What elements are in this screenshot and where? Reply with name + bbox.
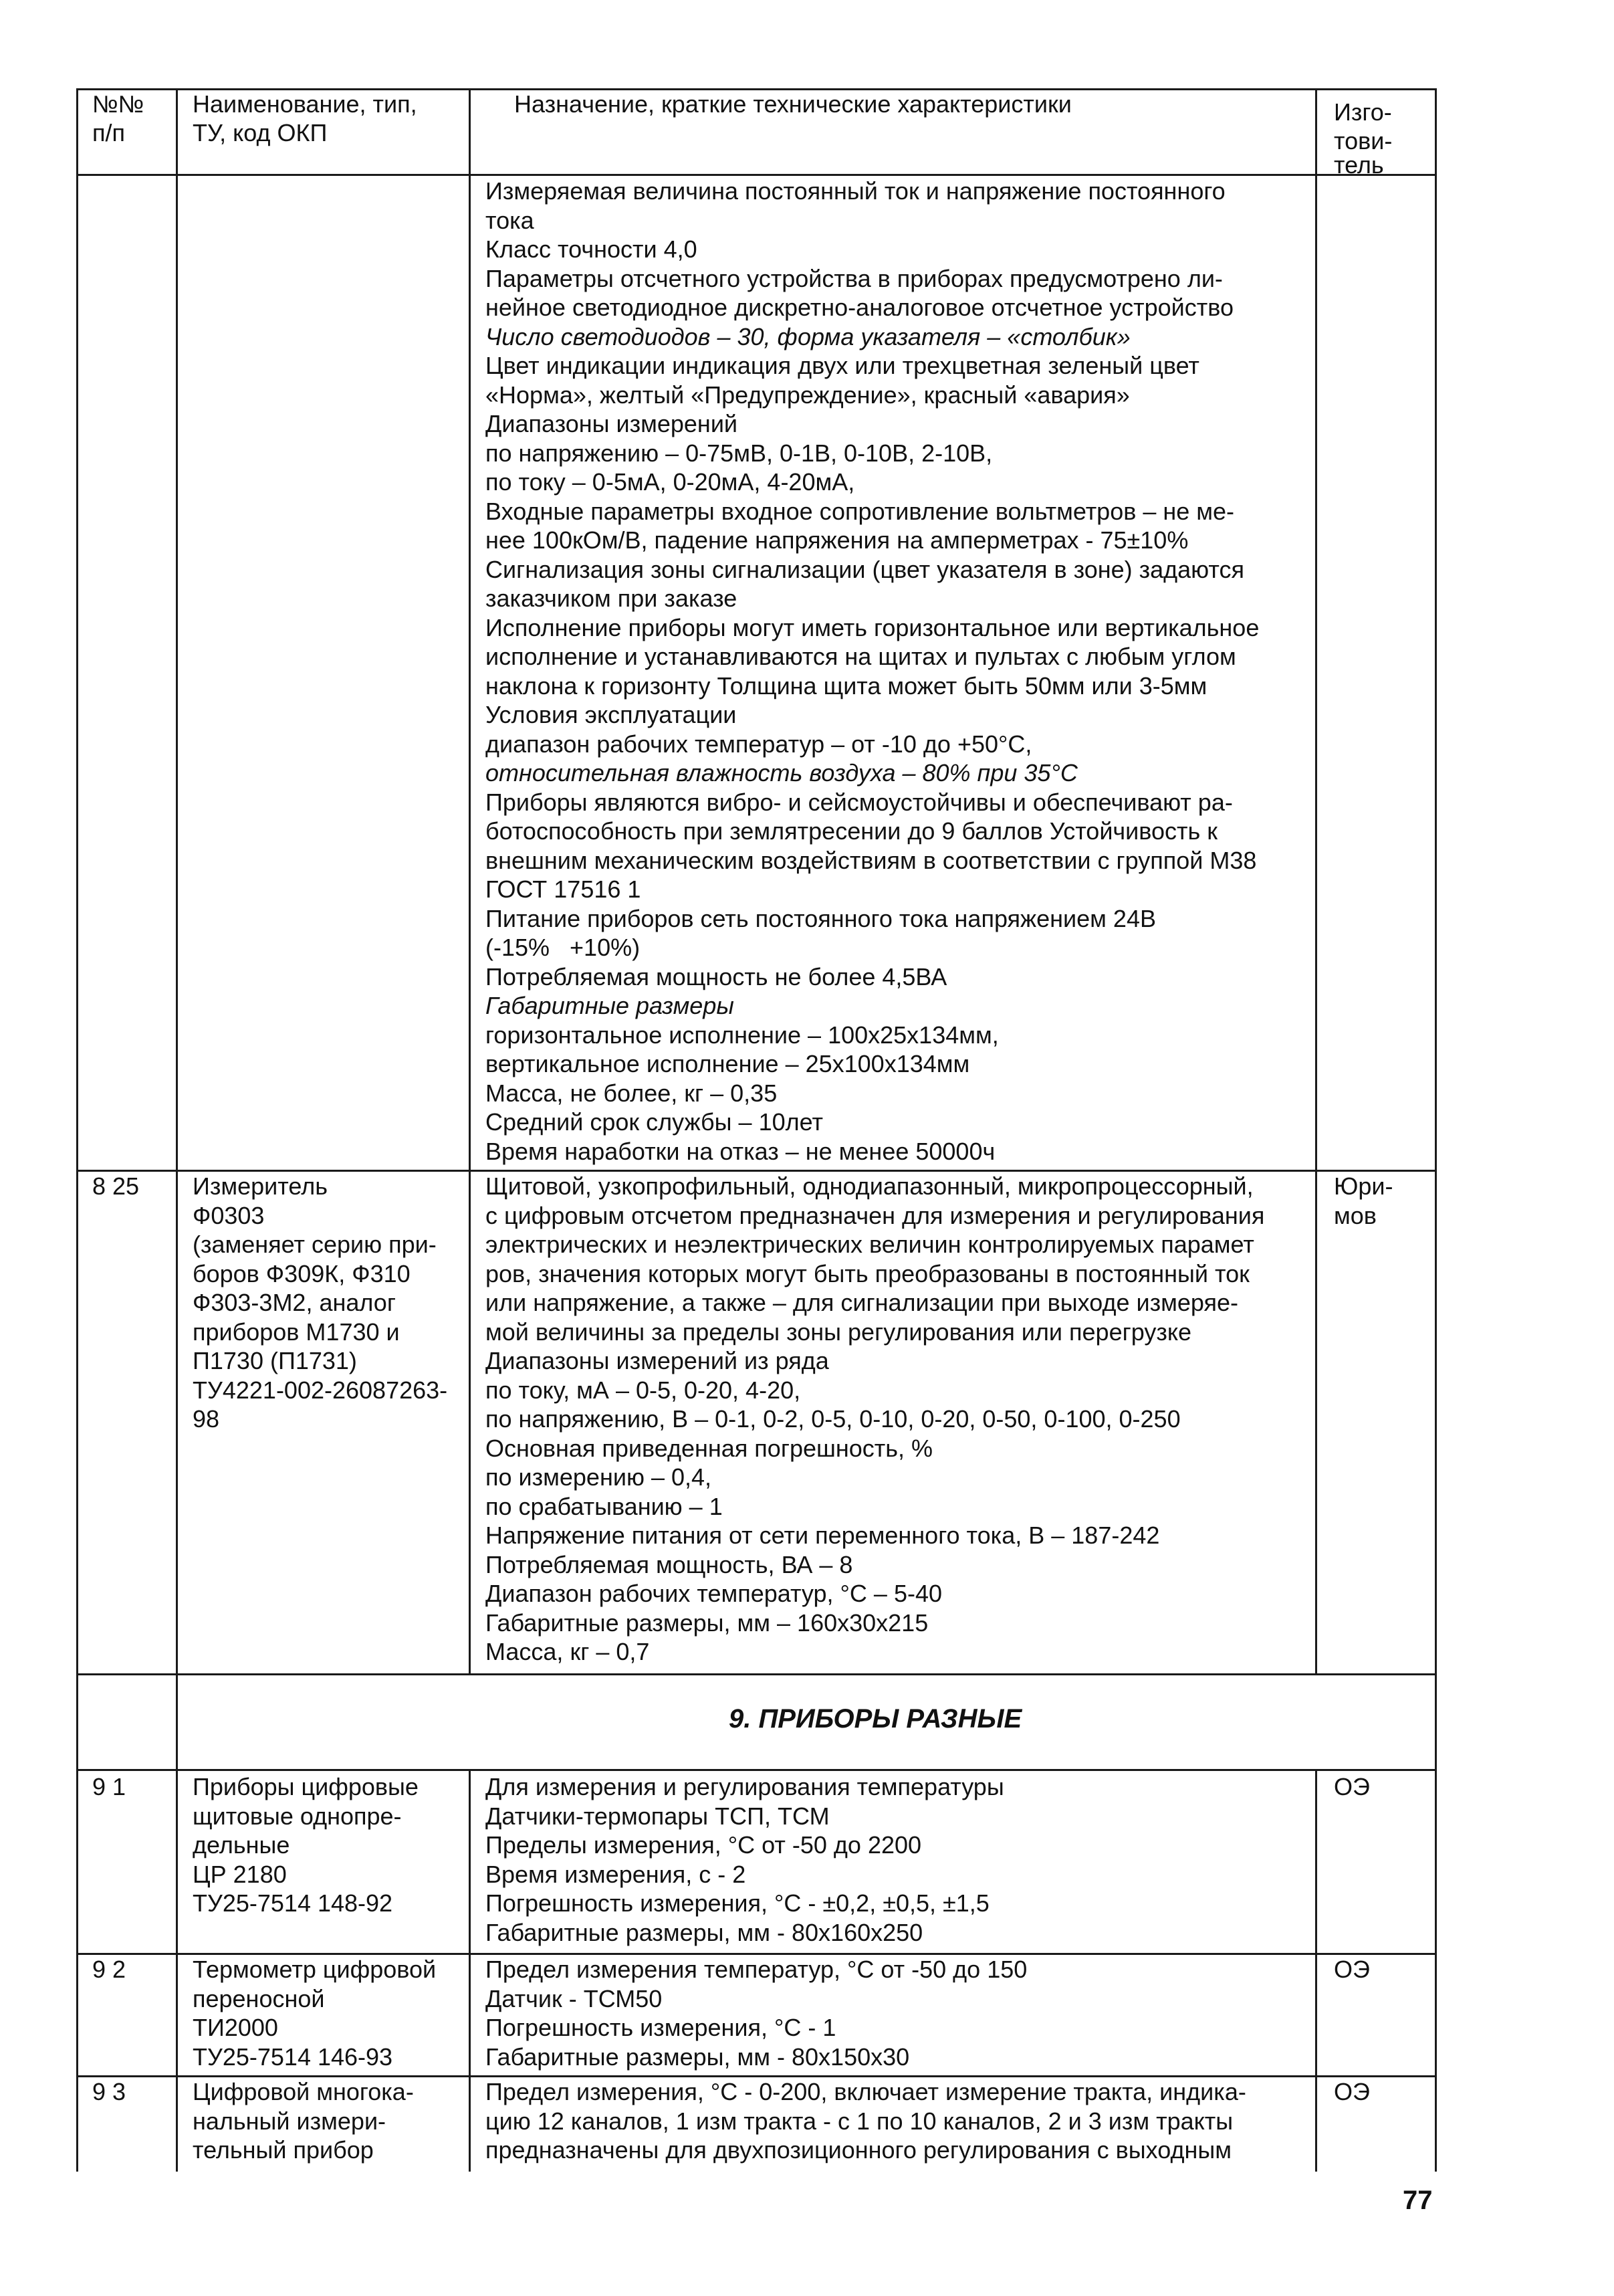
page-number: 77 (1403, 2186, 1433, 2215)
description-line: горизонтальное исполнение – 100х25х134мм, (485, 1021, 999, 1049)
item-name-line: Ф303-3М2, аналог (193, 1289, 396, 1316)
description-line: Диапазон рабочих температур, °С – 5-40 (485, 1580, 942, 1607)
description-line: Для измерения и регулирования температуры (485, 1773, 1004, 1800)
description-line: нейное светодиодное дискретно-аналоговое отсчетное устройство (485, 294, 1234, 321)
description-line: Масса, не более, кг – 0,35 (485, 1079, 778, 1107)
manufacturer-line: ОЭ (1334, 2078, 1370, 2105)
item-name-line: щитовые однопре- (193, 1802, 402, 1830)
item-name-line: Термометр цифровой (193, 1956, 437, 1983)
description-line: внешним механическим воздействиям в соответствии с группой М38 (485, 846, 1257, 874)
description-line: вертикальное исполнение – 25х100х134мм (485, 1050, 970, 1077)
description-line: Исполнение приборы могут иметь горизонтальное или вертикальное (485, 613, 1260, 641)
description-line: Цвет индикации индикация двух или трехцветная зеленый цвет (485, 352, 1199, 379)
row-number: 9 2 (92, 1956, 126, 1983)
column-divider-2 (469, 88, 471, 1675)
header-name-line-1: Наименование, тип, (193, 90, 417, 118)
description-line: мой величины за пределы зоны регулирования или перегрузке (485, 1318, 1192, 1346)
description-line: Время измерения, с - 2 (485, 1860, 746, 1888)
description-line: Питание приборов сеть постоянного тока напряжением 24В (485, 904, 1156, 932)
description-line: Измеряемая величина постоянный ток и напряжение постоянного (485, 177, 1226, 205)
description-line: Датчики-термопары ТСП, ТСМ (485, 1802, 830, 1830)
description-line: цию 12 каналов, 1 изм тракта - с 1 по 10 каналов, 2 и 3 изм тракты (485, 2107, 1234, 2135)
item-name-line: ТУ25-7514 146-93 (193, 2043, 393, 2071)
description-line: Основная приведенная погрешность, % (485, 1434, 933, 1462)
item-name-line: ТУ4221-002-26087263- (193, 1376, 448, 1404)
description-line: диапазон рабочих температур – от -10 до +50°С, (485, 730, 1032, 758)
row-number: 9 3 (92, 2078, 126, 2105)
description-line: ГОСТ 17516 1 (485, 875, 641, 903)
column-divider-2b (469, 1770, 471, 2172)
description-line: ров, значения которых могут быть преобразованы в постоянный ток (485, 1259, 1250, 1287)
description-line: Параметры отсчетного устройства в приборах предусмотрено ли- (485, 264, 1223, 292)
manufacturer-line: Юри- (1334, 1172, 1393, 1200)
header-maker-line-3: тель (1334, 151, 1384, 179)
section-top-border (76, 1673, 1437, 1675)
description-line: Приборы являются вибро- и сейсмоустойчивы и обеспечивают ра- (485, 788, 1233, 816)
table-border-left (76, 88, 78, 2172)
description-line: предназначены для двухпозиционного регулирования с выходным (485, 2136, 1232, 2164)
description-line: Предел измерения температур, °С от -50 до 150 (485, 1956, 1028, 1983)
section-title: 9. ПРИБОРЫ РАЗНЫЕ (729, 1704, 1022, 1734)
header-name-line-2: ТУ, код ОКП (193, 119, 328, 146)
header-maker-line-2: тови- (1334, 127, 1393, 154)
header-bottom-border (76, 174, 1437, 176)
item-name-line: Приборы цифровые (193, 1773, 419, 1800)
description-line: «Норма», желтый «Предупреждение», красный «авария» (485, 381, 1130, 409)
description-line: Пределы измерения, °С от -50 до 2200 (485, 1831, 922, 1859)
description-line: по току – 0-5мА, 0-20мА, 4-20мА, (485, 468, 855, 496)
item-name-line: дельные (193, 1831, 290, 1859)
item-name-line: нальный измери- (193, 2107, 386, 2135)
description-line: Средний срок службы – 10лет (485, 1108, 823, 1136)
item-name-line: ТУ25-7514 148-92 (193, 1889, 393, 1917)
manufacturer-line: ОЭ (1334, 1773, 1370, 1800)
description-line: Датчик - ТСМ50 (485, 1984, 663, 2012)
header-purpose: Назначение, краткие технические характеристики (514, 90, 1072, 118)
description-line: Предел измерения, °С - 0-200, включает измерение тракта, индика- (485, 2078, 1246, 2105)
row-number: 8 25 (92, 1172, 140, 1200)
description-line: Условия эксплуатации (485, 701, 737, 728)
description-line: Входные параметры входное сопротивление вольтметров – не ме- (485, 497, 1235, 525)
item-name-line: П1730 (П1731) (193, 1347, 357, 1374)
description-line: Число светодиодов – 30, форма указателя – «столбик» (485, 322, 1131, 350)
description-line: электрических и неэлектрических величин контролируемых парамет (485, 1231, 1254, 1258)
description-line: ботоспособность при землятресении до 9 баллов Устойчивость к (485, 817, 1218, 845)
item-name-line: переносной (193, 1984, 325, 2012)
column-divider-1 (176, 88, 178, 2172)
description-line: исполнение и устанавливаются на щитах и пультах с любым углом (485, 643, 1236, 670)
item-name-line: Измеритель (193, 1172, 328, 1200)
description-line: Сигнализация зоны сигнализации (цвет указателя в зоне) задаются (485, 555, 1244, 583)
description-line: Потребляемая мощность, ВА – 8 (485, 1550, 853, 1578)
column-divider-3 (1315, 88, 1317, 1675)
description-line: тока (485, 206, 534, 234)
description-line: Диапазоны измерений из ряда (485, 1347, 829, 1374)
table-border-right-2 (1435, 1770, 1437, 2172)
section-bottom-border (76, 1769, 1437, 1771)
description-line: Потребляемая мощность не более 4,5ВА (485, 962, 947, 990)
description-line: Щитовой, узкопрофильный, однодиапазонный, микропроцессорный, (485, 1172, 1254, 1200)
description-line: нее 100кОм/В, падение напряжения на амперметрах - 75±10% (485, 526, 1189, 554)
item-name-line: 98 (193, 1405, 220, 1433)
item-name-line: Цифровой многока- (193, 2078, 414, 2105)
header-number-line-1: №№ (92, 90, 144, 118)
description-line: Габаритные размеры, мм - 80х150х30 (485, 2043, 910, 2071)
header-maker-line-1: Изго- (1334, 98, 1392, 126)
description-line: по напряжению, В – 0-1, 0-2, 0-5, 0-10, 0-20, 0-50, 0-100, 0-250 (485, 1405, 1181, 1433)
column-divider-3b (1315, 1770, 1317, 2172)
manufacturer-line: ОЭ (1334, 1956, 1370, 1983)
table-border-right (1435, 88, 1437, 1770)
item-name-line: приборов М1730 и (193, 1318, 400, 1346)
description-line: Класс точности 4,0 (485, 235, 697, 263)
description-line: относительная влажность воздуха – 80% при 35°С (485, 759, 1078, 787)
description-line: заказчиком при заказе (485, 585, 737, 612)
item-name-line: Ф0303 (193, 1201, 265, 1229)
description-line: Габаритные размеры, мм - 80х160х250 (485, 1918, 923, 1946)
description-line: по измерению – 0,4, (485, 1463, 712, 1491)
description-line: с цифровым отсчетом предназначен для измерения и регулирования (485, 1201, 1265, 1229)
item-name-line: тельный прибор (193, 2136, 374, 2164)
description-line: Масса, кг – 0,7 (485, 1638, 650, 1665)
manufacturer-line: мов (1334, 1201, 1377, 1229)
item-name-line: ТИ2000 (193, 2014, 278, 2041)
description-line: Диапазоны измерений (485, 410, 738, 437)
description-line: или напряжение, а также – для сигнализации при выходе измеряе- (485, 1289, 1238, 1316)
description-line: Погрешность измерения, °С - 1 (485, 2014, 836, 2041)
header-number-line-2: п/п (92, 119, 125, 146)
description-line: по срабатыванию – 1 (485, 1492, 723, 1520)
description-line: наклона к горизонту Толщина щита может быть 50мм или 3-5мм (485, 671, 1207, 700)
description-line: Время наработки на отказ – не менее 50000ч (485, 1137, 996, 1165)
description-line: Габаритные размеры (485, 992, 734, 1019)
item-name-line: ЦР 2180 (193, 1860, 287, 1888)
description-line: (-15% +10%) (485, 934, 641, 961)
description-line: Габаритные размеры, мм – 160х30х215 (485, 1608, 929, 1637)
item-name-line: боров Ф309К, Ф310 (193, 1259, 411, 1287)
row-number: 9 1 (92, 1773, 126, 1800)
item-name-line: (заменяет серию при- (193, 1231, 437, 1258)
description-line: по току, мА – 0-5, 0-20, 4-20, (485, 1376, 801, 1404)
description-line: по напряжению – 0-75мВ, 0-1В, 0-10В, 2-10В, (485, 439, 993, 467)
description-line: Погрешность измерения, °С - ±0,2, ±0,5, ±1,5 (485, 1889, 990, 1917)
description-line: Напряжение питания от сети переменного тока, В – 187-242 (485, 1522, 1160, 1549)
